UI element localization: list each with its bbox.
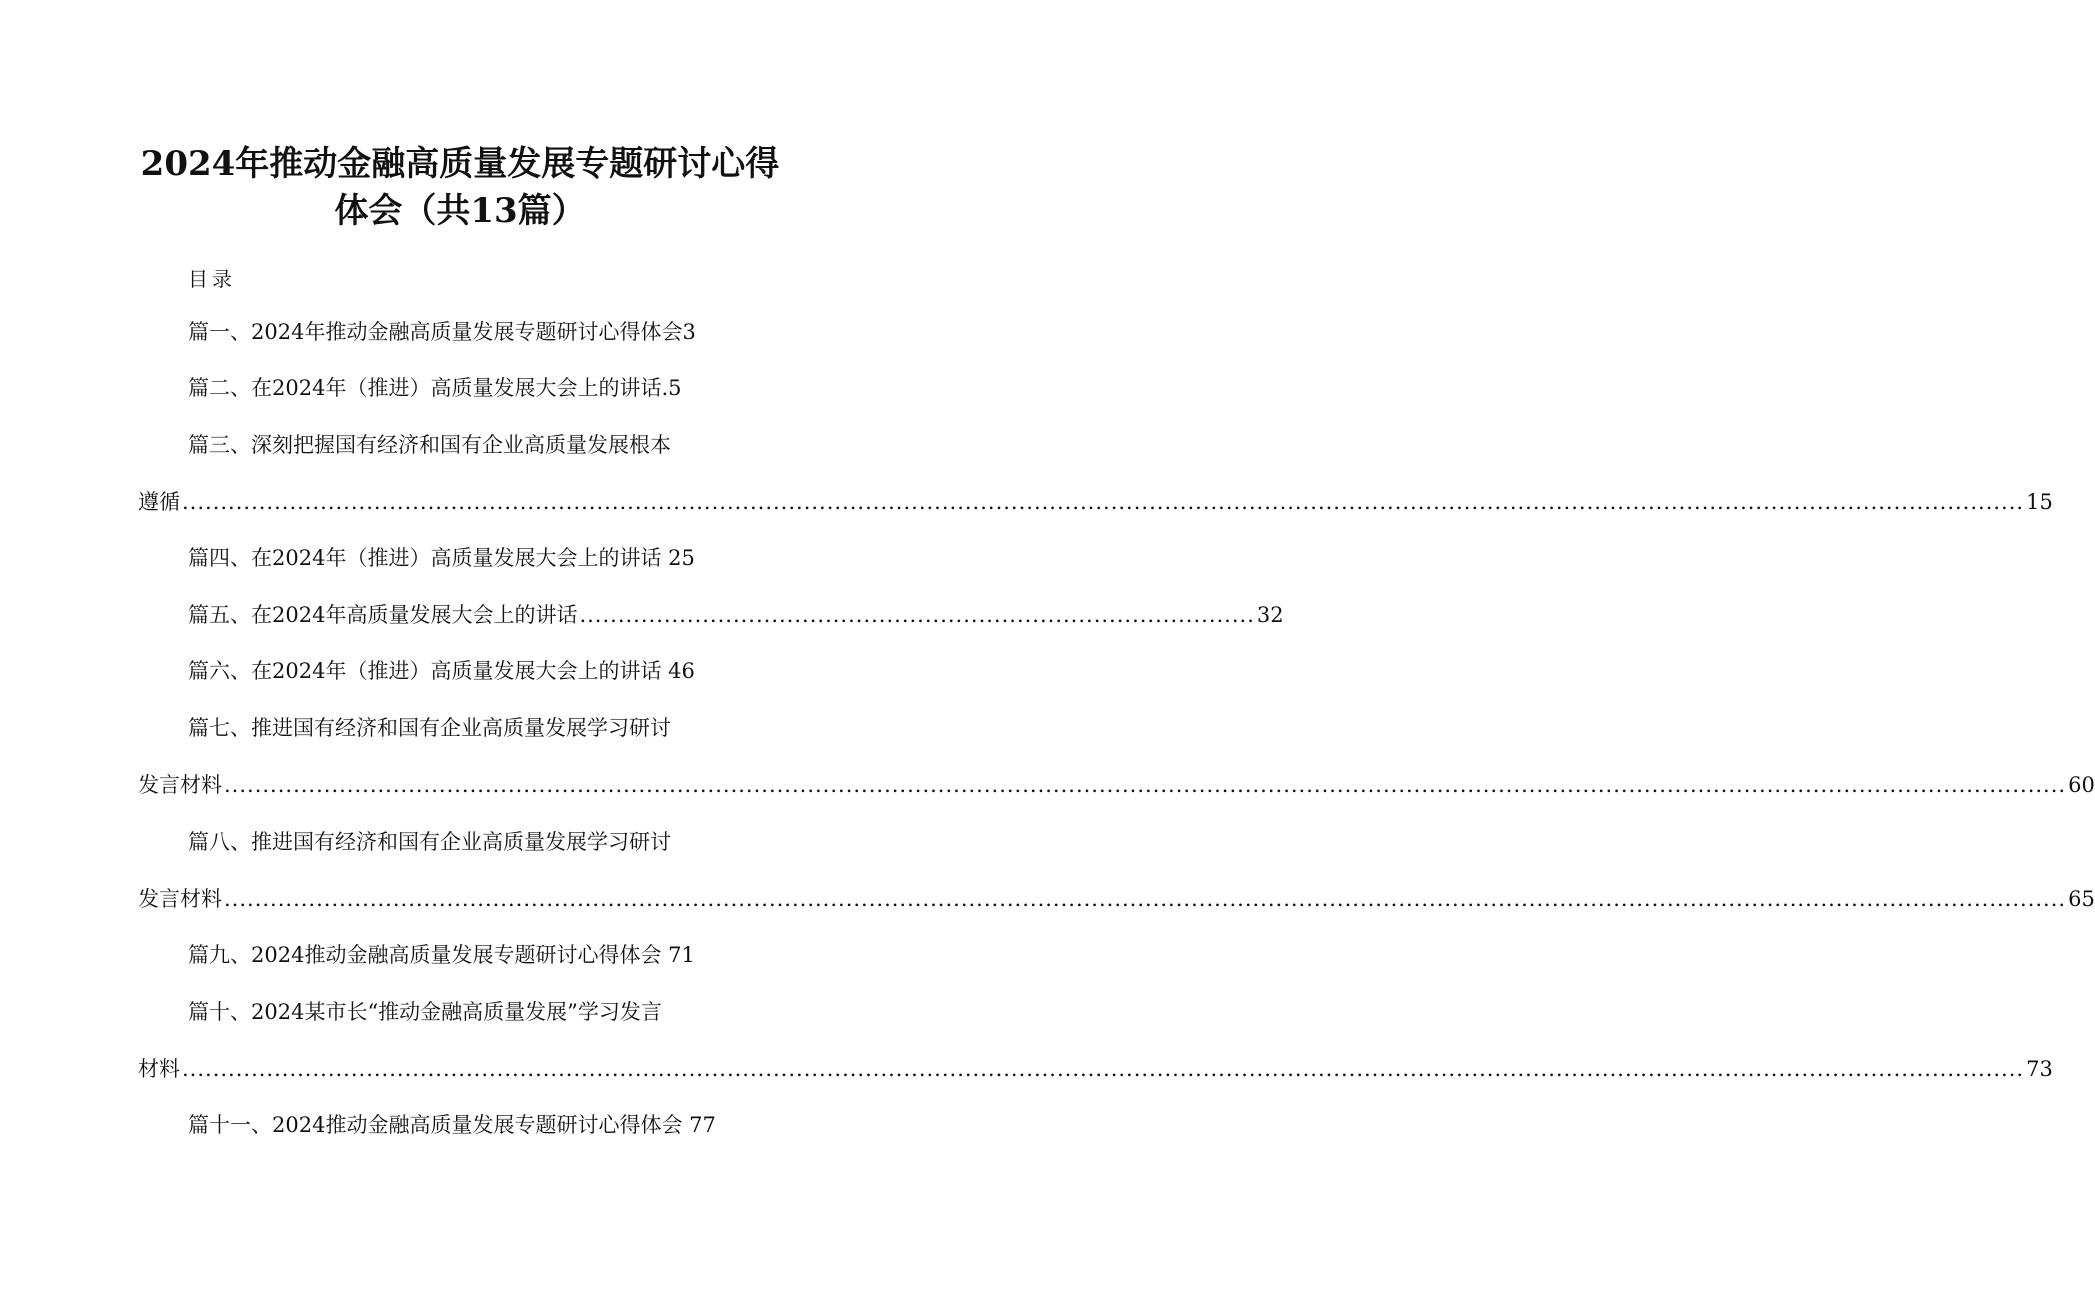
toc-entry-3-page: 15 [2026, 490, 2053, 514]
toc-entry-7[interactable] [188, 714, 671, 742]
dot-leader [182, 488, 2024, 516]
toc-entry-11-page: 77 [689, 1113, 716, 1137]
toc-entry-8-title: 篇八、推进国有经济和国有企业高质量发展学习研讨 [188, 830, 671, 854]
toc-entry-9-title: 篇九、2024推动金融高质量发展专题研讨心得体会 [188, 943, 662, 967]
toc-entry-9-page: 71 [668, 943, 695, 967]
toc-entry-3-title: 篇三、深刻把握国有经济和国有企业高质量发展根本 [188, 433, 671, 457]
toc-entry-4[interactable] [188, 544, 695, 572]
toc-entry-1-title: 篇一、2024年推动金融高质量发展专题研讨心得体会 [188, 320, 683, 344]
toc-entry-11[interactable] [188, 1111, 716, 1139]
toc-entry-3-continuation[interactable] [138, 488, 2053, 516]
toc-entry-2-page: .5 [661, 376, 682, 400]
toc-entry-10-page: 73 [2026, 1057, 2053, 1081]
document-title-line-2: 体会（共13篇） [334, 191, 586, 231]
toc-entry-4-page: 25 [668, 546, 695, 570]
toc-entry-5-title: 篇五、在2024年高质量发展大会上的讲话 [188, 603, 578, 627]
toc-entry-7-page: 60 [2068, 773, 2095, 797]
toc-entry-1[interactable] [188, 318, 696, 346]
dot-leader [224, 885, 2066, 913]
toc-entry-8-cont-text: 发言材料 [138, 887, 222, 911]
toc-entry-7-title: 篇七、推进国有经济和国有企业高质量发展学习研讨 [188, 716, 671, 740]
dot-leader [224, 771, 2066, 799]
toc-entry-2-title: 篇二、在2024年（推进）高质量发展大会上的讲话 [188, 376, 662, 400]
toc-entry-1-page: 3 [682, 320, 696, 344]
toc-entry-8-continuation[interactable] [138, 885, 2095, 913]
toc-heading: 目录 [188, 267, 236, 291]
toc-entry-5[interactable] [188, 601, 1284, 629]
toc-entry-10-cont-text: 材料 [138, 1057, 180, 1081]
toc-entry-4-title: 篇四、在2024年（推进）高质量发展大会上的讲话 [188, 546, 662, 570]
document-title-line-1: 2024年推动金融高质量发展专题研讨心得 [140, 144, 780, 184]
toc-entry-8[interactable] [188, 828, 671, 856]
toc-entry-10-title: 篇十、2024某市长“推动金融高质量发展”学习发言 [188, 1000, 662, 1024]
toc-entry-11-title: 篇十一、2024推动金融高质量发展专题研讨心得体会 [188, 1113, 683, 1137]
toc-entry-6-page: 46 [668, 659, 695, 683]
toc-entry-7-cont-text: 发言材料 [138, 773, 222, 797]
toc-entry-3-cont-text: 遵循 [138, 490, 180, 514]
dot-leader [182, 1055, 2024, 1083]
toc-entry-8-page: 65 [2068, 887, 2095, 911]
toc-entry-3[interactable] [188, 431, 671, 459]
dot-leader: ........................................................................................ [579, 603, 1255, 627]
toc-entry-7-continuation[interactable] [138, 771, 2095, 799]
toc-entry-10[interactable] [188, 998, 662, 1026]
toc-entry-2[interactable] [188, 374, 682, 402]
toc-entry-9[interactable] [188, 941, 695, 969]
toc-entry-5-page: 32 [1256, 603, 1284, 627]
toc-entry-6[interactable] [188, 657, 695, 685]
toc-entry-10-continuation[interactable] [138, 1055, 2053, 1083]
toc-entry-6-title: 篇六、在2024年（推进）高质量发展大会上的讲话 [188, 659, 662, 683]
